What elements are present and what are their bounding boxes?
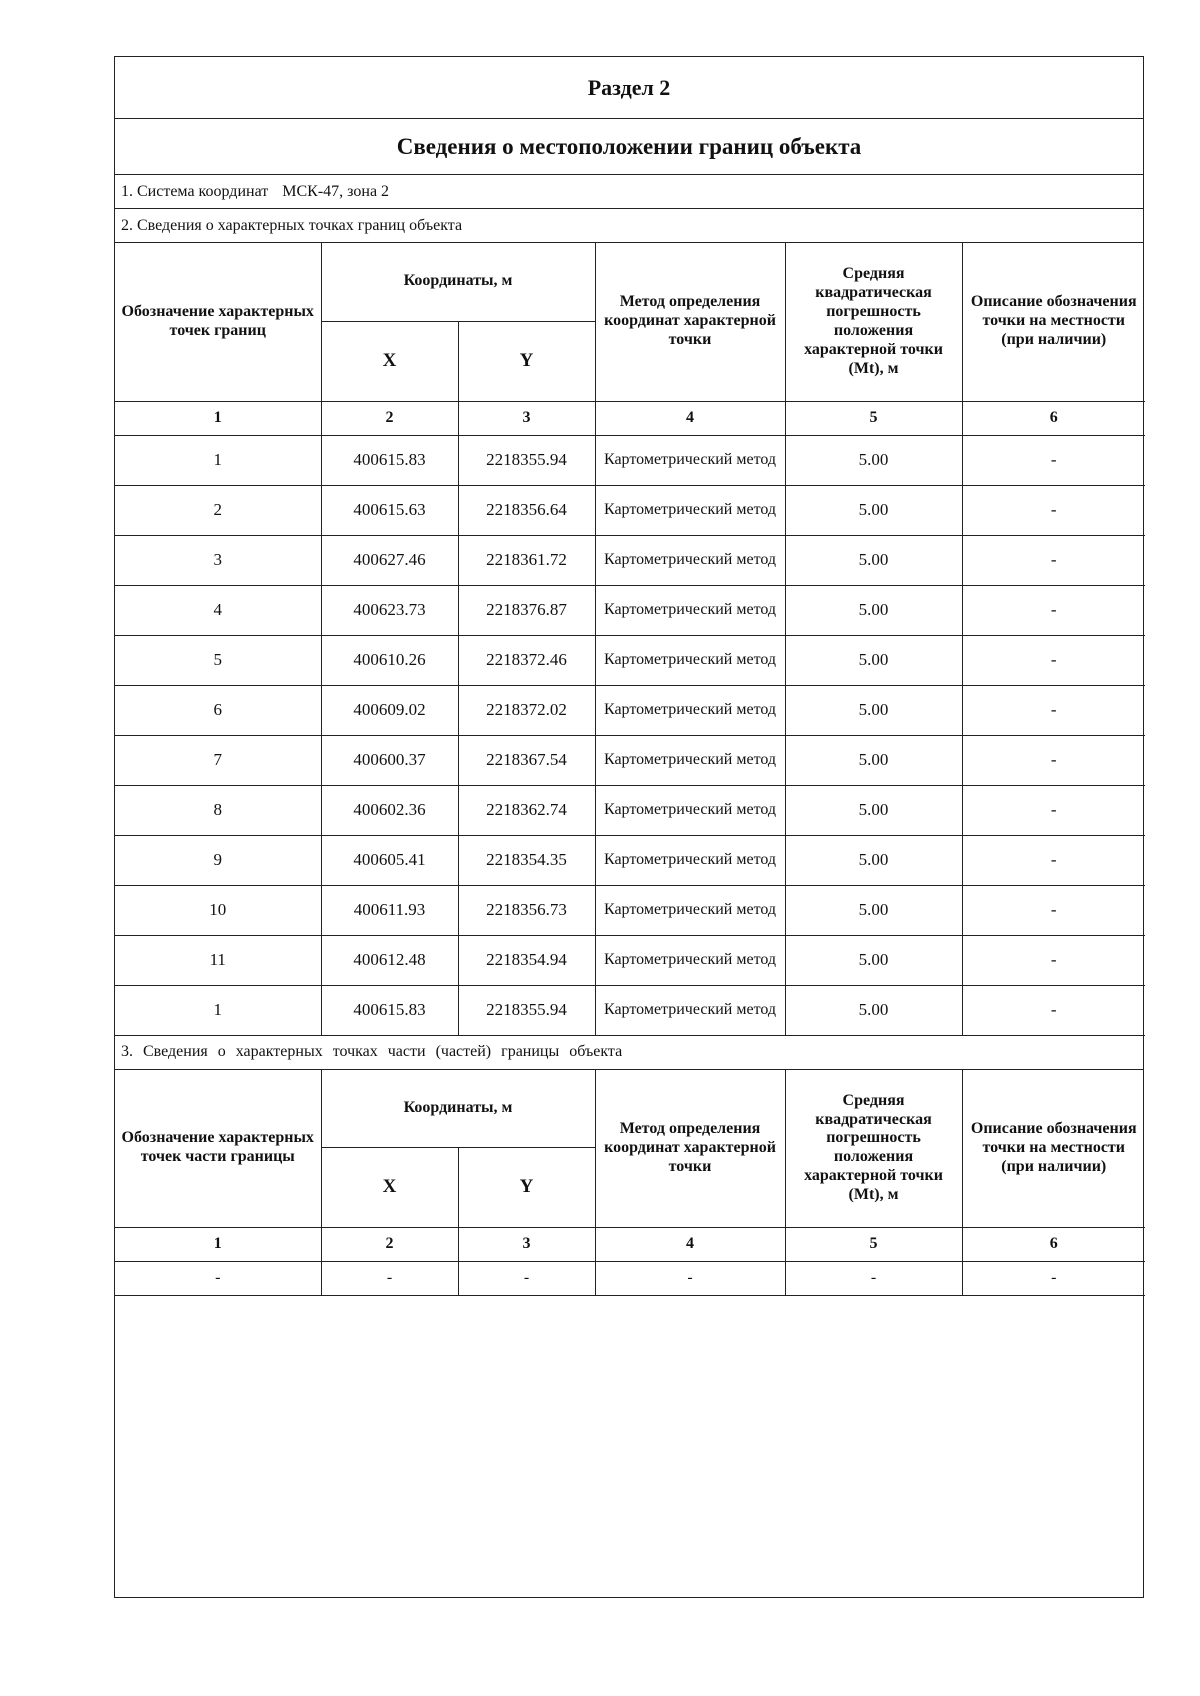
header-mean-error: Средняя квадратическая погрешность положения характерной точки (Mt), м bbox=[785, 1070, 962, 1228]
document-subtitle: Сведения о местоположении границ объекта bbox=[115, 119, 1143, 175]
table-row bbox=[115, 635, 1145, 685]
description-cell: - bbox=[962, 685, 1145, 735]
table-row bbox=[115, 885, 1145, 935]
column-number: 3 bbox=[458, 401, 595, 435]
y-coordinate-cell: 2218354.94 bbox=[458, 935, 595, 985]
header-coordinates: Координаты, м bbox=[321, 243, 595, 321]
point-number-cell: 2 bbox=[115, 485, 321, 535]
mean-error-cell: 5.00 bbox=[785, 935, 962, 985]
coord-system-value: МСК-47, зона 2 bbox=[282, 182, 390, 200]
x-coordinate-cell: 400605.41 bbox=[321, 835, 458, 885]
description-cell: - bbox=[962, 585, 1145, 635]
x-coordinate-cell: 400612.48 bbox=[321, 935, 458, 985]
y-coordinate-cell: 2218367.54 bbox=[458, 735, 595, 785]
column-number: 1 bbox=[115, 401, 321, 435]
table-row bbox=[115, 735, 1145, 785]
part-boundary-points-table bbox=[115, 1070, 1145, 1297]
point-number-cell: 9 bbox=[115, 835, 321, 885]
mean-error-cell: - bbox=[785, 1262, 962, 1296]
column-number: 6 bbox=[962, 1228, 1145, 1262]
x-coordinate-cell: 400615.83 bbox=[321, 435, 458, 485]
header-point-designation: Обозначение характерных точек границ bbox=[115, 243, 321, 401]
method-cell: Картометрический метод bbox=[595, 935, 785, 985]
coord-system-line bbox=[115, 175, 1143, 209]
header-method: Метод определения координат характерной точки bbox=[595, 1070, 785, 1228]
y-coordinate-cell: - bbox=[458, 1262, 595, 1296]
table-row bbox=[115, 535, 1145, 585]
column-number: 5 bbox=[785, 1228, 962, 1262]
y-coordinate-cell: 2218356.73 bbox=[458, 885, 595, 935]
method-cell: Картометрический метод bbox=[595, 535, 785, 585]
description-cell: - bbox=[962, 435, 1145, 485]
point-number-cell: 3 bbox=[115, 535, 321, 585]
description-cell: - bbox=[962, 835, 1145, 885]
mean-error-cell: 5.00 bbox=[785, 885, 962, 935]
point-number-cell: 11 bbox=[115, 935, 321, 985]
description-cell: - bbox=[962, 885, 1145, 935]
mean-error-cell: 5.00 bbox=[785, 685, 962, 735]
description-cell: - bbox=[962, 1262, 1145, 1296]
table-row bbox=[115, 1262, 1145, 1296]
table-row bbox=[115, 485, 1145, 535]
x-coordinate-cell: 400623.73 bbox=[321, 585, 458, 635]
header-point-designation: Обозначение характерных точек части границы bbox=[115, 1070, 321, 1228]
header-y: Y bbox=[458, 321, 595, 401]
method-cell: Картометрический метод bbox=[595, 435, 785, 485]
column-number-row bbox=[115, 401, 1145, 435]
point-number-cell: 1 bbox=[115, 435, 321, 485]
point-number-cell: 4 bbox=[115, 585, 321, 635]
point-number-cell: 7 bbox=[115, 735, 321, 785]
method-cell: Картометрический метод bbox=[595, 985, 785, 1035]
x-coordinate-cell: 400600.37 bbox=[321, 735, 458, 785]
header-x: X bbox=[321, 1148, 458, 1228]
method-cell: Картометрический метод bbox=[595, 785, 785, 835]
x-coordinate-cell: 400615.63 bbox=[321, 485, 458, 535]
method-cell: Картометрический метод bbox=[595, 685, 785, 735]
mean-error-cell: 5.00 bbox=[785, 435, 962, 485]
table-row bbox=[115, 585, 1145, 635]
mean-error-cell: 5.00 bbox=[785, 985, 962, 1035]
method-cell: - bbox=[595, 1262, 785, 1296]
column-number-row bbox=[115, 1228, 1145, 1262]
table-row bbox=[115, 935, 1145, 985]
description-cell: - bbox=[962, 535, 1145, 585]
y-coordinate-cell: 2218362.74 bbox=[458, 785, 595, 835]
column-number: 6 bbox=[962, 401, 1145, 435]
table1-caption: 2. Сведения о характерных точках границ объекта bbox=[115, 209, 1143, 243]
y-coordinate-cell: 2218361.72 bbox=[458, 535, 595, 585]
mean-error-cell: 5.00 bbox=[785, 485, 962, 535]
y-coordinate-cell: 2218356.64 bbox=[458, 485, 595, 535]
x-coordinate-cell: 400610.26 bbox=[321, 635, 458, 685]
method-cell: Картометрический метод bbox=[595, 585, 785, 635]
column-number: 2 bbox=[321, 1228, 458, 1262]
mean-error-cell: 5.00 bbox=[785, 585, 962, 635]
mean-error-cell: 5.00 bbox=[785, 635, 962, 685]
boundary-points-table bbox=[115, 243, 1145, 1036]
coord-system-label: 1. Система координат bbox=[121, 182, 269, 200]
table-row bbox=[115, 685, 1145, 735]
point-number-cell: 6 bbox=[115, 685, 321, 735]
mean-error-cell: 5.00 bbox=[785, 785, 962, 835]
column-number: 4 bbox=[595, 401, 785, 435]
y-coordinate-cell: 2218372.02 bbox=[458, 685, 595, 735]
section-title: Раздел 2 bbox=[115, 57, 1143, 119]
column-number: 4 bbox=[595, 1228, 785, 1262]
mean-error-cell: 5.00 bbox=[785, 735, 962, 785]
header-description: Описание обозначения точки на местности (при наличии) bbox=[962, 243, 1145, 401]
column-number: 3 bbox=[458, 1228, 595, 1262]
description-cell: - bbox=[962, 485, 1145, 535]
header-mean-error: Средняя квадратическая погрешность положения характерной точки (Mt), м bbox=[785, 243, 962, 401]
x-coordinate-cell: 400602.36 bbox=[321, 785, 458, 835]
point-number-cell: 1 bbox=[115, 985, 321, 1035]
description-cell: - bbox=[962, 985, 1145, 1035]
point-number-cell: - bbox=[115, 1262, 321, 1296]
method-cell: Картометрический метод bbox=[595, 735, 785, 785]
x-coordinate-cell: 400609.02 bbox=[321, 685, 458, 735]
point-number-cell: 5 bbox=[115, 635, 321, 685]
y-coordinate-cell: 2218355.94 bbox=[458, 435, 595, 485]
y-coordinate-cell: 2218376.87 bbox=[458, 585, 595, 635]
x-coordinate-cell: - bbox=[321, 1262, 458, 1296]
column-number: 2 bbox=[321, 401, 458, 435]
header-x: X bbox=[321, 321, 458, 401]
y-coordinate-cell: 2218354.35 bbox=[458, 835, 595, 885]
table-row bbox=[115, 435, 1145, 485]
y-coordinate-cell: 2218372.46 bbox=[458, 635, 595, 685]
column-number: 5 bbox=[785, 401, 962, 435]
method-cell: Картометрический метод bbox=[595, 635, 785, 685]
method-cell: Картометрический метод bbox=[595, 835, 785, 885]
x-coordinate-cell: 400611.93 bbox=[321, 885, 458, 935]
x-coordinate-cell: 400627.46 bbox=[321, 535, 458, 585]
table-row bbox=[115, 785, 1145, 835]
table2-caption: 3. Сведения о характерных точках части (частей) границы объекта bbox=[115, 1036, 1143, 1070]
description-cell: - bbox=[962, 935, 1145, 985]
mean-error-cell: 5.00 bbox=[785, 535, 962, 585]
method-cell: Картометрический метод bbox=[595, 885, 785, 935]
table-row bbox=[115, 835, 1145, 885]
header-coordinates: Координаты, м bbox=[321, 1070, 595, 1148]
point-number-cell: 8 bbox=[115, 785, 321, 835]
description-cell: - bbox=[962, 735, 1145, 785]
table-row bbox=[115, 985, 1145, 1035]
point-number-cell: 10 bbox=[115, 885, 321, 935]
document-frame bbox=[114, 56, 1144, 1598]
header-y: Y bbox=[458, 1148, 595, 1228]
method-cell: Картометрический метод bbox=[595, 485, 785, 535]
y-coordinate-cell: 2218355.94 bbox=[458, 985, 595, 1035]
header-method: Метод определения координат характерной точки bbox=[595, 243, 785, 401]
description-cell: - bbox=[962, 785, 1145, 835]
mean-error-cell: 5.00 bbox=[785, 835, 962, 885]
x-coordinate-cell: 400615.83 bbox=[321, 985, 458, 1035]
column-number: 1 bbox=[115, 1228, 321, 1262]
header-description: Описание обозначения точки на местности (при наличии) bbox=[962, 1070, 1145, 1228]
description-cell: - bbox=[962, 635, 1145, 685]
